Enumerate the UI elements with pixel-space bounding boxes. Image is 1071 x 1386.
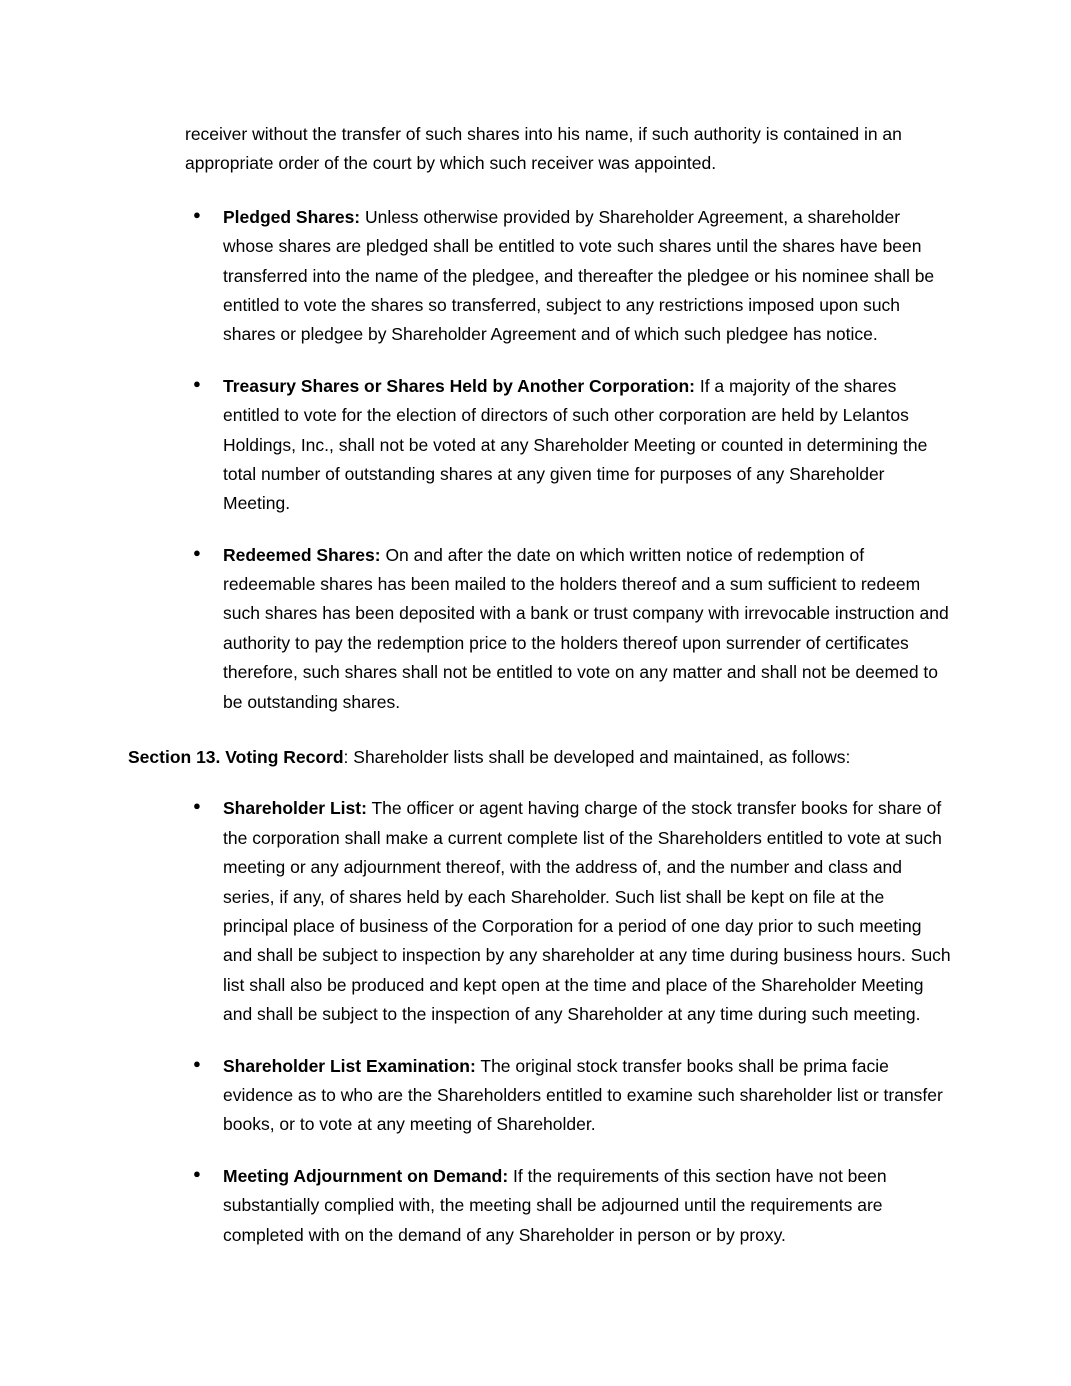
list-item-term: Redeemed Shares: bbox=[223, 544, 381, 565]
list-item-term: Shareholder List: bbox=[223, 798, 367, 819]
list-item-text: If a majority of the shares entitled to vote for the election of directors of such other corporation are held by Lelantos Holdings, Inc., shall not be voted at any Shareholder Meeting or counted in determining the total number of outstanding shares at any given time for purposes of any Shareholder Meeting. bbox=[223, 375, 928, 514]
list-item-term: Meeting Adjournment on Demand: bbox=[223, 1165, 509, 1186]
list-item bbox=[185, 1052, 951, 1140]
list-item-term: Treasury Shares or Shares Held by Another Corporation: bbox=[223, 375, 695, 396]
list-item bbox=[185, 541, 951, 717]
list-item-text: If the requirements of this section have not been substantially complied with, the meeting shall be adjourned until the requirements are completed with on the demand of any Shareholder in person or by proxy. bbox=[223, 1165, 887, 1245]
list-item-text: On and after the date on which written notice of redemption of redeemable shares has been mailed to the holders thereof and a sum sufficient to redeem such shares has been deposited with a bank or trust company with irrevocable instruction and authority to pay the redemption price to the holders thereof upon surrender of certificates therefore, such shares shall not be entitled to vote on any matter and shall not be deemed to be outstanding shares. bbox=[223, 544, 949, 712]
section-text: : Shareholder lists shall be developed and maintained, as follows: bbox=[343, 747, 851, 768]
list-item-term: Shareholder List Examination: bbox=[223, 1055, 476, 1076]
intro-paragraph: receiver without the transfer of such shares into his name, if such authority is contained in an appropriate order of the court by which such receiver was appointed. bbox=[185, 124, 902, 174]
list-item-text: The original stock transfer books shall be prima facie evidence as to who are the Shareholders entitled to examine such shareholder list or transfer books, or to vote at any meeting of Shareholder. bbox=[223, 1055, 943, 1135]
list-item bbox=[185, 203, 951, 350]
list-item bbox=[185, 794, 951, 1029]
section-label: Section 13. Voting Record bbox=[128, 747, 344, 768]
list-item-text: Unless otherwise provided by Shareholder Agreement, a shareholder whose shares are pledged shall be entitled to vote such shares until the shares have been transferred into the name of the pledgee, and thereafter the pledgee or his nominee shall be entitled to vote the shares so transferred, subject to any restrictions imposed upon such shares or pledgee by Shareholder Agreement and of which such pledgee has notice. bbox=[223, 206, 935, 345]
bullet-list-section bbox=[120, 794, 951, 1249]
list-item-term: Pledged Shares: bbox=[223, 206, 361, 227]
section-heading bbox=[120, 743, 951, 772]
list-item-text: The officer or agent having charge of the stock transfer books for share of the corporation shall make a current complete list of the Shareholders entitled to vote at such meeting or any adjournment thereof, with the address of, and the number and class and series, if any, of shares held by each Shareholder. Such list shall be kept on file at the principal place of business of the Corporation for a period of one day prior to such meeting and shall be subject to inspection by any shareholder at any time during business hours. Such list shall also be produced and kept open at the time and place of the Shareholder Meeting and shall be subject to the inspection of any Shareholder at any time during such meeting. bbox=[223, 798, 951, 1025]
list-item bbox=[185, 372, 951, 519]
bullet-list-top bbox=[120, 203, 951, 717]
list-item bbox=[185, 1162, 951, 1250]
